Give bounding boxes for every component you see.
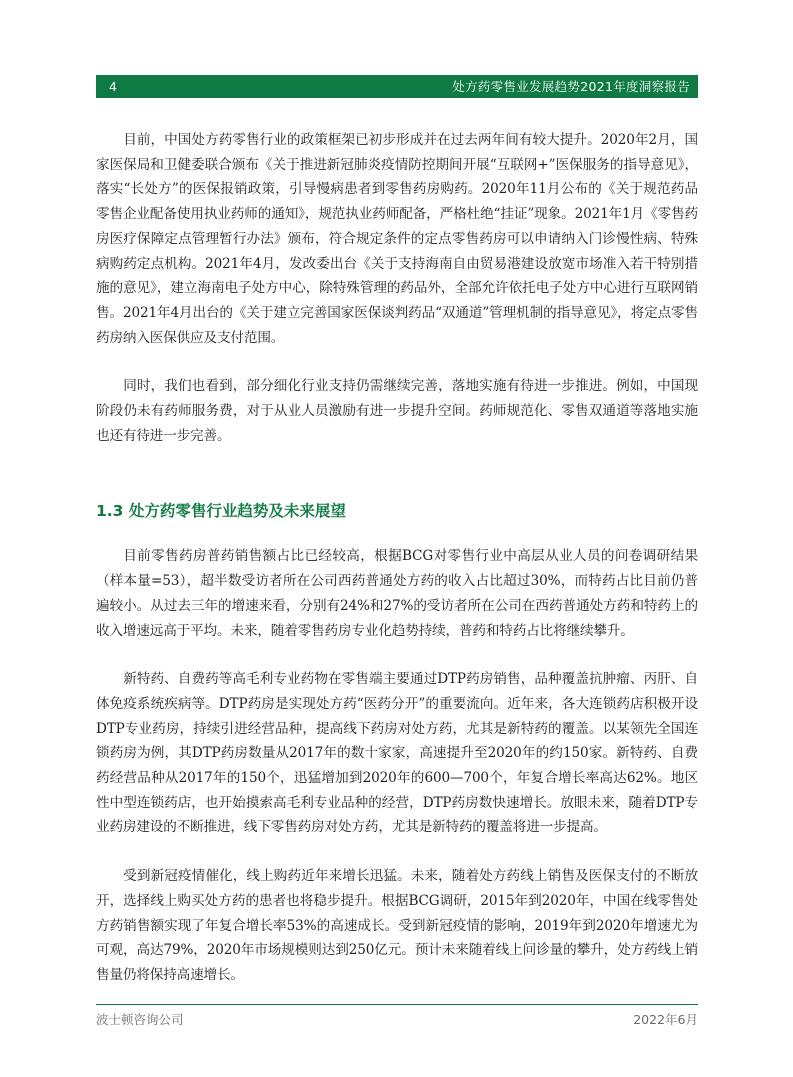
- paragraph-improvement-needed: 同时，我们也看到，部分细化行业支持仍需继续完善，落地实施有待进一步推进。例如，中国现阶段仍未有药师服务费，对于从业人员激励有进一步提升空间。药师规范化、零售双通道等落地实施也还有待进一步完善。: [96, 378, 698, 444]
- footer-company: 波士顿咨询公司: [96, 1012, 184, 1027]
- paragraph-online-sales: 受到新冠疫情催化，线上购药近年来增长迅猛。未来，随着处方药线上销售及医保支付的不断放开，选择线上购买处方药的患者也将稳步提升。根据BCG调研，2015年到2020年，中国在线零售处方药销售额实现了年复合增长率53%的高速成长。受到新冠疫情的影响，2019年到2020年增速尤为可观，高达79%，2020年市场规模则达到250亿元。预计未来随着线上问诊量的攀升，处方药线上销售量仍将保持高速增长。: [96, 868, 698, 983]
- header-bar: [96, 75, 698, 98]
- section-heading: 1.3 处方药零售行业趋势及未来展望: [96, 502, 346, 521]
- paragraph-policy-framework: 目前，中国处方药零售行业的政策框架已初步形成并在过去两年间有较大提升。2020年2月，国家医保局和卫健委联合颁布《关于推进新冠肺炎疫情防控期间开展“互联网+”医保服务的指导意见》，落实“长处方”的医保报销政策，引导慢病患者到零售药房购药。2020年11月公布的《关于规范药品零售企业配备使用执业药师的通知》，规范执业药师配备，严格杜绝“挂证”现象。2021年1月《零售药房医疗保障定点管理暂行办法》颁布，符合规定条件的定点零售药房可以申请纳入门诊慢性病、特殊病购药定点机构。2021年4月，发改委出台《关于支持海南自由贸易港建设放宽市场准入若干特别措施的意见》，建立海南电子处方中心，除特殊管理的药品外，全部允许依托电子处方中心进行互联网销售。2021年4月出台的《关于建立完善国家医保谈判药品“双通道”管理机制的指导意见》，将定点零售药房纳入医保供应及支付范围。: [96, 132, 698, 346]
- paragraph-dtp-pharmacy: 新特药、自费药等高毛利专业药物在零售端主要通过DTP药房销售，品种覆盖抗肿瘤、丙肝、自体免疫系统疾病等。DTP药房是实现处方药“医药分开”的重要流向。近年来，各大连锁药店积极开设DTP专业药房，持续引进经营品种，提高线下药房对处方药，尤其是新特药的覆盖。以某领先全国连锁药房为例，其DTP药房数量从2017年的数十家家，高速提升至2020年的约150家。新特药、自费药经营品种从2017年的150个，迅猛增加到2020年的600—700个，年复合增长率高达62%。地区性中型连锁药店，也开始摸索高毛利专业品种的经营，DTP药房数快速增长。放眼未来，随着DTP专业药房建设的不断推进，线下零售药房对处方药，尤其是新特药的覆盖将进一步提高。: [96, 671, 698, 836]
- footer-divider: [96, 1004, 698, 1005]
- paragraph-general-drugs: 目前零售药房普药销售额占比已经较高，根据BCG对零售行业中高层从业人员的问卷调研结果（样本量=53），超半数受访者所在公司西药普通处方药的收入占比超过30%，而特药占比目前仍普遍较小。从过去三年的增速来看，分别有24%和27%的受访者所在公司在西药普通处方药和特药上的收入增速远高于平均。未来，随着零售药房专业化趋势持续，普药和特药占比将继续攀升。: [96, 548, 698, 639]
- footer-date: 2022年6月: [633, 1012, 698, 1027]
- report-title: 处方药零售业发展趋势2021年度洞察报告: [452, 79, 690, 94]
- main-content: [96, 128, 698, 988]
- page-number: 4: [109, 79, 117, 94]
